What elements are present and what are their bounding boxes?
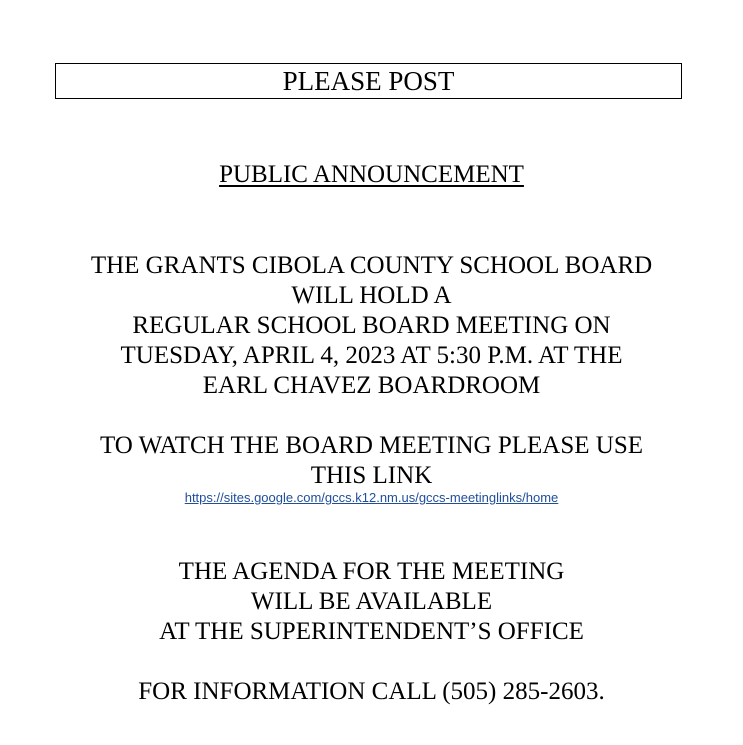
agenda-line: THE AGENDA FOR THE MEETING (178, 558, 565, 585)
meeting-line: WILL HOLD A (291, 282, 452, 309)
meeting-line: EARL CHAVEZ BOARDROOM (202, 372, 541, 399)
watch-line: TO WATCH THE BOARD MEETING PLEASE USE (99, 432, 644, 459)
please-post-heading: PLEASE POST (282, 65, 455, 96)
watch-line: THIS LINK (310, 462, 433, 489)
contact-phone-line: FOR INFORMATION CALL (505) 285-2603. (138, 678, 605, 705)
meeting-link[interactable]: https://sites.google.com/gccs.k12.nm.us/gccs-meetinglinks/home (184, 490, 559, 505)
meeting-line: TUESDAY, APRIL 4, 2023 AT 5:30 P.M. AT THE (120, 342, 623, 369)
meeting-line: REGULAR SCHOOL BOARD MEETING ON (132, 312, 611, 339)
watch-instructions (30, 431, 713, 506)
agenda-line: WILL BE AVAILABLE (250, 588, 493, 615)
please-post-box (55, 63, 682, 99)
public-announcement-title (30, 160, 713, 190)
public-announcement-text: PUBLIC ANNOUNCEMENT (219, 161, 524, 188)
meeting-notice (30, 251, 713, 401)
contact-info (30, 677, 713, 707)
meeting-line: THE GRANTS CIBOLA COUNTY SCHOOL BOARD (90, 252, 653, 279)
agenda-line: AT THE SUPERINTENDENT’S OFFICE (159, 618, 584, 645)
agenda-notice (30, 557, 713, 647)
